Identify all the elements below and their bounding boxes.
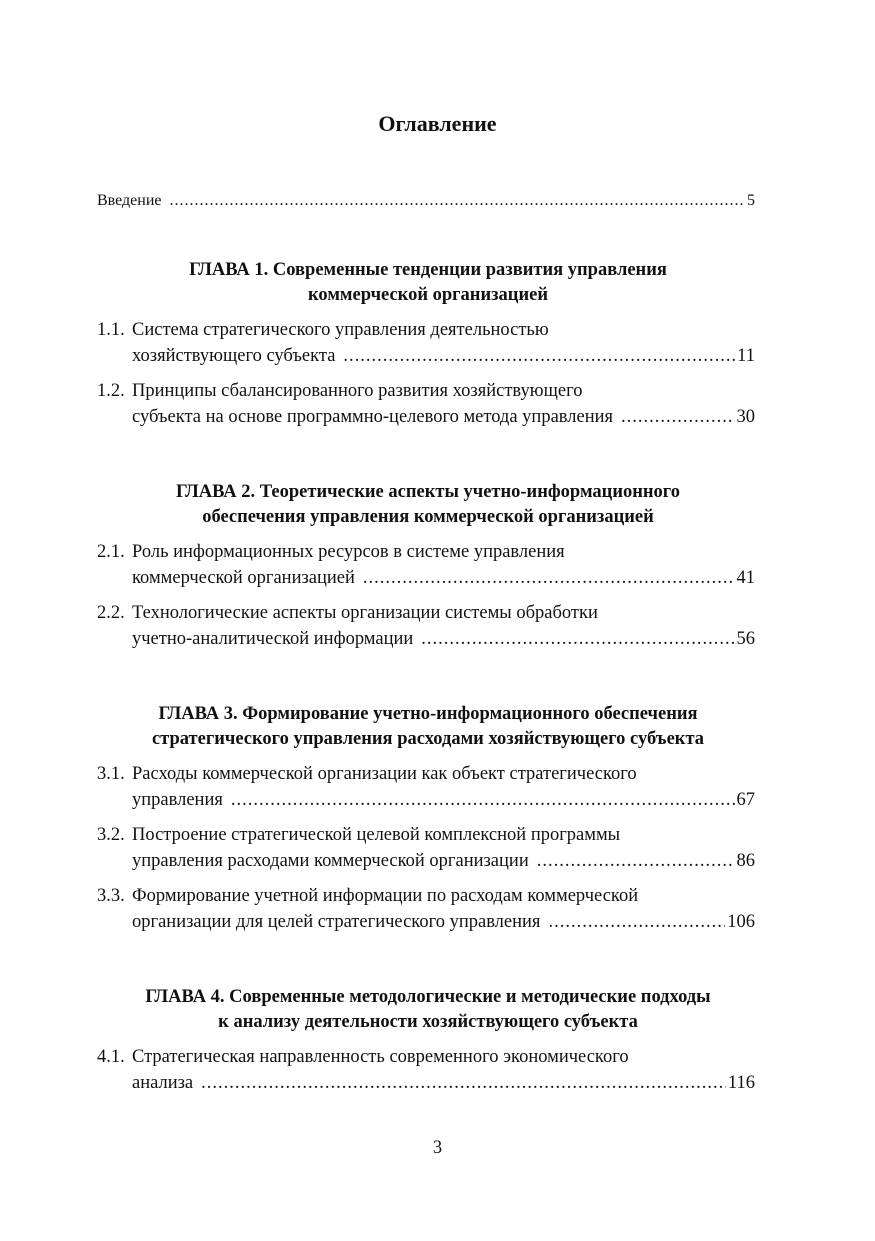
toc-page-number: 116 <box>727 1072 755 1093</box>
dot-leader <box>170 192 746 210</box>
section-number: 4.1. <box>97 1047 125 1067</box>
section-number: 3.1. <box>97 764 125 784</box>
chapter-heading-3[interactable] <box>97 702 759 752</box>
toc-entry-3-3[interactable] <box>97 884 755 935</box>
chapter-heading-line: к анализу деятельности хозяйствующего субъекта <box>218 1012 638 1032</box>
section-title-line: субъекта на основе программно-целевого метода управления <box>132 406 614 427</box>
chapter-heading-line: ГЛАВА 3. Формирование учетно-информационного обеспечения <box>158 704 698 724</box>
toc-page-number: 5 <box>747 192 755 209</box>
section-title-line: коммерческой организацией <box>132 567 355 588</box>
section-title-line: Построение стратегической целевой комплексной программы <box>132 825 621 845</box>
page-number-footer: 3 <box>432 1138 443 1158</box>
section-title-line: организации для целей стратегического управления <box>132 911 541 932</box>
dot-leader <box>621 405 734 431</box>
section-number: 3.3. <box>97 886 125 906</box>
dot-leader <box>201 1071 726 1097</box>
chapter-heading-2[interactable] <box>97 480 759 530</box>
section-number: 2.1. <box>97 542 125 562</box>
section-title-line: Принципы сбалансированного развития хозяйствующего <box>132 381 583 401</box>
dot-leader <box>421 627 734 653</box>
section-number: 1.2. <box>97 381 125 401</box>
section-title-line: хозяйствующего субъекта <box>132 345 336 366</box>
toc-entry-4-1[interactable] <box>97 1045 755 1096</box>
toc-page-number: 86 <box>736 850 755 871</box>
section-title-line: Система стратегического управления деятельностью <box>132 320 549 340</box>
chapter-heading-line: коммерческой организацией <box>308 285 548 305</box>
toc-page-number: 41 <box>736 567 755 588</box>
chapter-heading-line: ГЛАВА 4. Современные методологические и методические подходы <box>145 987 711 1007</box>
section-title-line: учетно-аналитической информации <box>132 628 414 649</box>
dot-leader <box>231 788 735 814</box>
section-title-line: Формирование учетной информации по расходам коммерческой <box>132 886 639 906</box>
dot-leader <box>343 344 735 370</box>
section-title-line: управления <box>132 789 223 810</box>
section-number: 1.1. <box>97 320 125 340</box>
dot-leader <box>537 849 735 875</box>
chapter-heading-4[interactable] <box>97 985 759 1035</box>
toc-entry-2-2[interactable] <box>97 601 755 652</box>
section-title-line: Стратегическая направленность современного экономического <box>132 1047 629 1067</box>
section-title-line: анализа <box>132 1072 194 1093</box>
toc-entry-3-1[interactable] <box>97 762 755 813</box>
chapter-heading-1[interactable] <box>97 258 759 308</box>
section-title-line: Технологические аспекты организации системы обработки <box>132 603 598 623</box>
dot-leader <box>548 910 725 936</box>
toc-entry-3-2[interactable] <box>97 823 755 874</box>
chapter-heading-line: ГЛАВА 2. Теоретические аспекты учетно-информационного <box>176 482 680 502</box>
chapter-heading-line: ГЛАВА 1. Современные тенденции развития управления <box>189 260 667 280</box>
toc-page-number: 56 <box>736 628 755 649</box>
chapter-heading-line: обеспечения управления коммерческой организацией <box>202 507 654 527</box>
toc-entry-introduction[interactable] <box>97 192 755 210</box>
section-title-line: Роль информационных ресурсов в системе управления <box>132 542 565 562</box>
toc-page-number: 67 <box>736 789 755 810</box>
dot-leader <box>363 566 735 592</box>
toc-page-number: 106 <box>727 911 755 932</box>
section-title-line: управления расходами коммерческой организации <box>132 850 529 871</box>
chapter-heading-line: стратегического управления расходами хозяйствующего субъекта <box>151 729 705 749</box>
toc-entry-1-2[interactable] <box>97 379 755 430</box>
toc-entry-2-1[interactable] <box>97 540 755 591</box>
section-number: 3.2. <box>97 825 125 845</box>
toc-entry-label: Введение <box>97 192 162 209</box>
section-number: 2.2. <box>97 603 125 623</box>
section-title-line: Расходы коммерческой организации как объект стратегического <box>132 764 637 784</box>
toc-page-number: 11 <box>737 345 755 366</box>
toc-entry-1-1[interactable] <box>97 318 755 369</box>
toc-page-number: 30 <box>736 406 755 427</box>
page-title: Оглавление <box>378 111 497 136</box>
